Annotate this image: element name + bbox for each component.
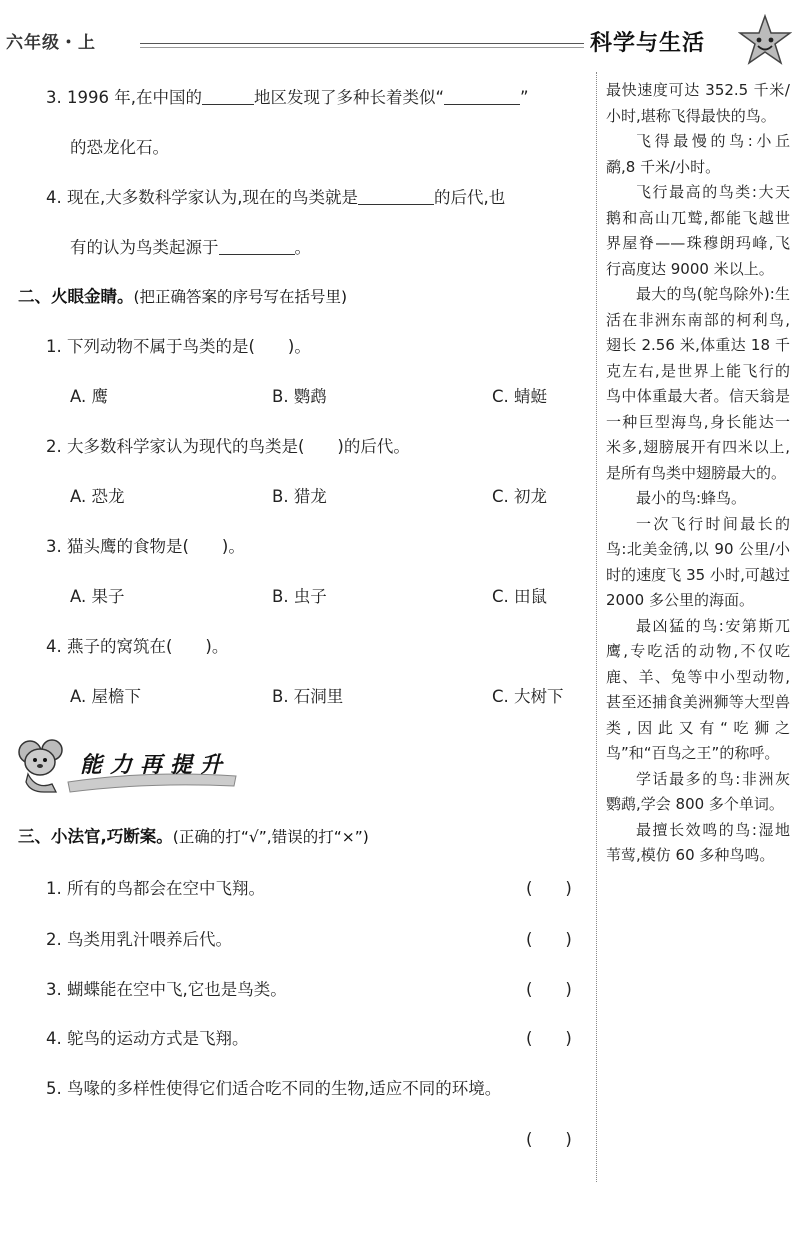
judge-item-2 <box>46 926 232 950</box>
question-text[interactable]: 下列动物不属于鸟类的是( )。 <box>67 337 311 356</box>
answer-blank[interactable] <box>202 88 254 105</box>
fact-paragraph: 最小的鸟:蜂鸟。 <box>636 489 747 507</box>
fill-question-4-line2 <box>70 234 311 258</box>
question-text[interactable]: 猫头鹰的食物是( )。 <box>67 537 245 556</box>
answer-parentheses[interactable]: ( ) <box>526 1029 572 1048</box>
fill-question-3-line2: 的恐龙化石。 <box>70 138 169 157</box>
option-b: B. 石洞里 <box>272 687 344 706</box>
answer-blank[interactable] <box>358 188 434 205</box>
question-number: 4. <box>46 188 62 207</box>
choice-question-4 <box>46 633 228 657</box>
answer-parentheses[interactable]: ( ) <box>526 879 572 898</box>
grade-label: 六年级・上 <box>6 33 96 53</box>
option-a: A. 恐龙 <box>70 487 125 506</box>
question-number: 1. <box>46 337 62 356</box>
question-number: 3. <box>46 980 62 999</box>
question-number: 5. <box>46 1079 62 1098</box>
fact-paragraph: 最大的鸟(鸵鸟除外):生活在非洲东南部的柯利鸟,翅长 2.56 米,体重达 18 千克左右,是世界上能飞行的鸟中体重最大者。信天翁是一种巨型海鸟,身长能达一米多,翅膀展开有四米以上,是所有鸟类中翅膀最大的。 <box>606 285 790 482</box>
question-text[interactable]: 大多数科学家认为现代的鸟类是( )的后代。 <box>67 437 410 456</box>
header-rule <box>140 43 584 44</box>
question-number: 3. <box>46 537 62 556</box>
column-divider <box>596 72 597 1182</box>
judge-item-1 <box>46 875 265 899</box>
judge-item-4 <box>46 1025 249 1049</box>
question-text: 1996 年,在中国的 <box>67 88 202 107</box>
fact-paragraph: 最快速度可达 352.5 千米/小时,堪称飞得最快的鸟。 <box>606 81 790 125</box>
answer-blank[interactable] <box>219 238 295 255</box>
question-number: 2. <box>46 437 62 456</box>
fill-question-3 <box>46 84 529 108</box>
question-number: 3. <box>46 88 62 107</box>
question-text: 鸟喙的多样性使得它们适合吃不同的生物,适应不同的环境。 <box>67 1079 502 1098</box>
choice-question-1 <box>46 333 311 357</box>
option-c: C. 初龙 <box>492 487 548 506</box>
section-2-heading <box>18 283 347 307</box>
fill-question-4 <box>46 184 505 208</box>
bird-facts-sidebar <box>606 78 790 869</box>
fact-paragraph: 一次飞行时间最长的鸟:北美金鸻,以 90 公里/小时的速度飞 35 小时,可越过 2000 多公里的海面。 <box>606 514 790 609</box>
question-text: 现在,大多数科学家认为,现在的鸟类就是 <box>67 188 358 207</box>
book-title: 科学与生活 <box>590 30 706 56</box>
option-b: B. 虫子 <box>272 587 327 606</box>
question-text: 蝴蝶能在空中飞,它也是鸟类。 <box>67 980 287 999</box>
option-a: A. 屋檐下 <box>70 687 141 706</box>
question-text: 鸵鸟的运动方式是飞翔。 <box>67 1029 249 1048</box>
judge-item-5 <box>46 1075 501 1099</box>
section-hint: (正确的打“√”,错误的打“×”) <box>172 828 369 846</box>
smiling-star-icon <box>738 14 792 68</box>
question-number: 1. <box>46 879 62 898</box>
fact-paragraph: 最擅长效鸣的鸟:湿地苇莺,模仿 60 多种鸟鸣。 <box>606 820 790 864</box>
answer-parentheses[interactable]: ( ) <box>526 980 572 999</box>
judge-item-3 <box>46 976 287 1000</box>
option-b: B. 猎龙 <box>272 487 327 506</box>
question-number: 4. <box>46 637 62 656</box>
question-text: 的后代,也 <box>434 188 506 207</box>
choice-question-2 <box>46 433 410 457</box>
question-text: 地区发现了多种长着类似“ <box>253 88 445 107</box>
section-title: 二、火眼金睛。 <box>18 287 134 306</box>
mouse-icon <box>19 740 62 792</box>
option-c: C. 大树下 <box>492 687 564 706</box>
question-text: 有的认为鸟类起源于 <box>70 238 219 257</box>
banner-title: 能力再提升 <box>80 752 231 778</box>
section-hint: (把正确答案的序号写在括号里) <box>133 288 348 306</box>
question-text: 鸟类用乳汁喂养后代。 <box>67 930 232 949</box>
question-number: 4. <box>46 1029 62 1048</box>
option-a: A. 鹰 <box>70 387 108 406</box>
fact-paragraph: 飞行最高的鸟类:大天鹅和高山兀鹫,都能飞越世界屋脊——珠穆朗玛峰,飞行高度达 9000 米以上。 <box>606 183 790 278</box>
answer-parentheses[interactable]: ( ) <box>526 1130 572 1149</box>
option-c: C. 田鼠 <box>492 587 548 606</box>
header-rule-thin <box>140 47 584 48</box>
question-text: ” <box>520 88 529 107</box>
option-b: B. 鹦鹉 <box>272 387 327 406</box>
section-3-heading <box>18 823 369 847</box>
section-title: 三、小法官,巧断案。 <box>18 827 173 846</box>
question-number: 2. <box>46 930 62 949</box>
question-text[interactable]: 燕子的窝筑在( )。 <box>67 637 229 656</box>
option-c: C. 蜻蜓 <box>492 387 548 406</box>
question-text: 所有的鸟都会在空中飞翔。 <box>67 879 265 898</box>
answer-blank[interactable] <box>444 88 520 105</box>
fact-paragraph: 飞得最慢的鸟:小丘鹬,8 千米/小时。 <box>606 132 790 176</box>
choice-question-3 <box>46 533 245 557</box>
fact-paragraph: 学话最多的鸟:非洲灰鹦鹉,学会 800 多个单词。 <box>606 769 790 813</box>
answer-parentheses[interactable]: ( ) <box>526 930 572 949</box>
question-text: 。 <box>294 238 311 257</box>
fact-paragraph: 最凶猛的鸟:安第斯兀鹰,专吃活的动物,不仅吃鹿、羊、兔等中小型动物,甚至还捕食美洲狮等大型兽类,因此又有“吃狮之鸟”和“百鸟之王”的称呼。 <box>606 616 790 762</box>
option-a: A. 果子 <box>70 587 125 606</box>
